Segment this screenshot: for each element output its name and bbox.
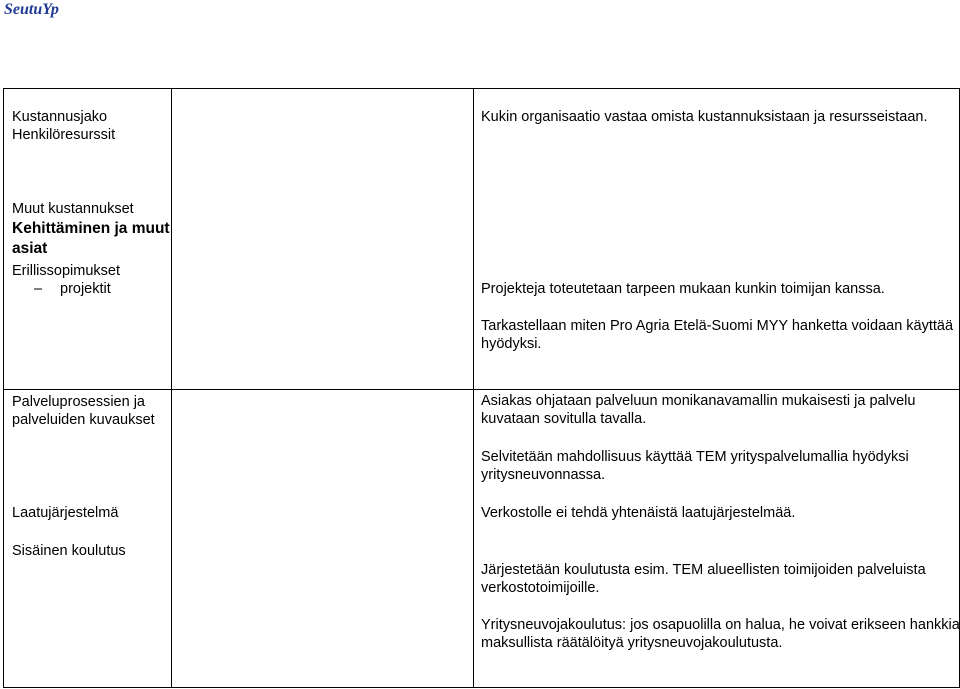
dash-bullet: – <box>34 281 43 297</box>
column-divider-1 <box>171 88 172 688</box>
column-divider-2 <box>473 88 474 688</box>
text-yritysneuvoja-2: maksullista räätälöityä yritysneuvojakoulutusta. <box>481 635 783 651</box>
label-erillissopimukset: Erillissopimukset <box>12 263 120 279</box>
text-asiakas-1: Asiakas ohjataan palveluun monikanavamallin mukaisesti ja palvelu <box>481 393 916 409</box>
text-jarjestetaan-2: verkostotoimijoille. <box>481 580 600 596</box>
text-selvitetaan-2: yritysneuvonnassa. <box>481 467 606 483</box>
text-organisaatio: Kukin organisaatio vastaa omista kustannuksistaan ja resursseistaan. <box>481 109 928 125</box>
text-asiakas-2: kuvataan sovitulla tavalla. <box>481 411 647 427</box>
table-left-border <box>3 88 4 688</box>
table-top-border <box>3 88 960 89</box>
text-verkostolle: Verkostolle ei tehdä yhtenäistä laatujärjestelmää. <box>481 505 796 521</box>
text-tarkastellaan-1: Tarkastellaan miten Pro Agria Etelä-Suomi MYY hanketta voidaan käyttää <box>481 318 954 334</box>
header-brand: SeutuYp <box>4 1 59 18</box>
label-projektit: projektit <box>60 281 111 297</box>
text-projekteja: Projekteja toteutetaan tarpeen mukaan kunkin toimijan kanssa. <box>481 281 885 297</box>
label-laatujarjestelma: Laatujärjestelmä <box>12 505 119 521</box>
label-sisainen-koulutus: Sisäinen koulutus <box>12 543 126 559</box>
text-selvitetaan-1: Selvitetään mahdollisuus käyttää TEM yrityspalvelumallia hyödyksi <box>481 449 909 465</box>
label-muut-kustannukset: Muut kustannukset <box>12 201 134 217</box>
label-asiat: asiat <box>12 240 48 257</box>
label-henkiloresurssit: Henkilöresurssit <box>12 127 116 143</box>
label-kehittaminen: Kehittäminen ja muut <box>12 220 170 237</box>
text-jarjestetaan-1: Järjestetään koulutusta esim. TEM alueellisten toimijoiden palveluista <box>481 562 926 578</box>
row-divider <box>3 389 960 390</box>
table-bottom-border <box>3 687 960 688</box>
label-kustannusjako: Kustannusjako <box>12 109 108 125</box>
label-palveluprosessit-1: Palveluprosessien ja <box>12 394 145 410</box>
text-yritysneuvoja-1: Yritysneuvojakoulutus: jos osapuolilla on halua, he voivat erikseen hankkia <box>481 617 960 633</box>
label-projektit-item <box>34 280 111 298</box>
text-tarkastellaan-2: hyödyksi. <box>481 336 542 352</box>
label-palveluprosessit-2: palveluiden kuvaukset <box>12 412 155 428</box>
